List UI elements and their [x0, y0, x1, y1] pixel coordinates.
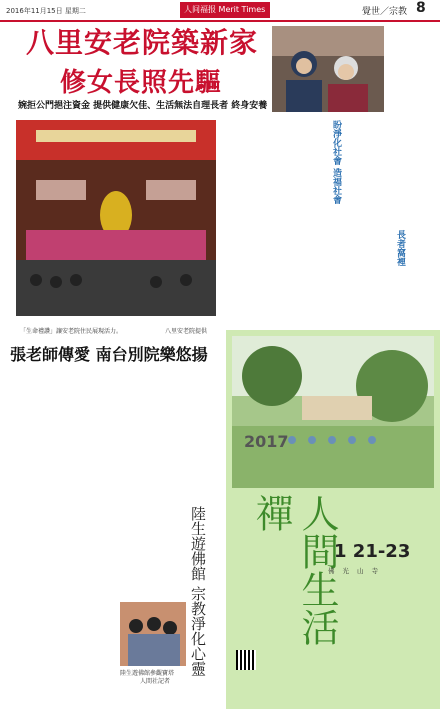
lead-side-text: [388, 26, 436, 112]
qr-code-icon: [236, 650, 256, 670]
story2-blue-subhead: 長者窩裡: [395, 230, 405, 266]
story2-headline: 張老師傳愛 南台別院樂悠揚: [10, 345, 208, 364]
ad-place: 佛光山寺: [328, 567, 386, 575]
page-number: 8: [416, 0, 426, 16]
event-stage-icon: [16, 120, 216, 316]
ad-year: 2017: [244, 432, 289, 451]
nuns-photo-icon: [272, 26, 384, 112]
story3-headline: 陸生遊佛館 宗教淨化心靈: [189, 506, 207, 676]
lead-body-col1: [218, 120, 268, 325]
lead-body-col3: [346, 120, 436, 325]
story3-photo-credit: 人間社記者: [140, 678, 171, 685]
lead-photo-nuns: [272, 26, 384, 112]
issue-date: 2016年11月15日 星期二: [6, 7, 86, 15]
lead-headline: 八里安老院築新家: [26, 26, 259, 59]
lead-headline-2: 修女長照先驅: [60, 68, 223, 98]
section-name: 覺世／宗教: [362, 7, 408, 17]
lead-blue-subhead: 盼淨化社會 造福社會: [331, 120, 341, 205]
story3-body: [10, 510, 116, 690]
lead-photo-credit: 八里安老院提供: [165, 328, 208, 335]
lead-photo-caption: 「生命禮讚」讓安老院住民展現活力。: [20, 328, 123, 335]
story2-body: [10, 366, 224, 506]
ad-dates: 1 21-23: [334, 541, 411, 562]
students-photo-icon: [120, 602, 186, 666]
masthead-logo: 人间福报 Merit Times: [180, 2, 270, 18]
lead-deck: 婉拒公門挹注資金 提供健康欠佳、生活無法自理長者 終身安養: [18, 101, 268, 111]
lead-event-photo: [16, 120, 216, 316]
meditation-photo-icon: [232, 336, 434, 488]
story3-photo-caption: 陸生遊佛館參觀寶塔: [120, 670, 175, 677]
story3-photo: [120, 602, 186, 666]
ad-photo: [232, 336, 434, 488]
ad-title: 人間生活禪: [249, 494, 339, 646]
lead-body-col2: [270, 120, 320, 325]
